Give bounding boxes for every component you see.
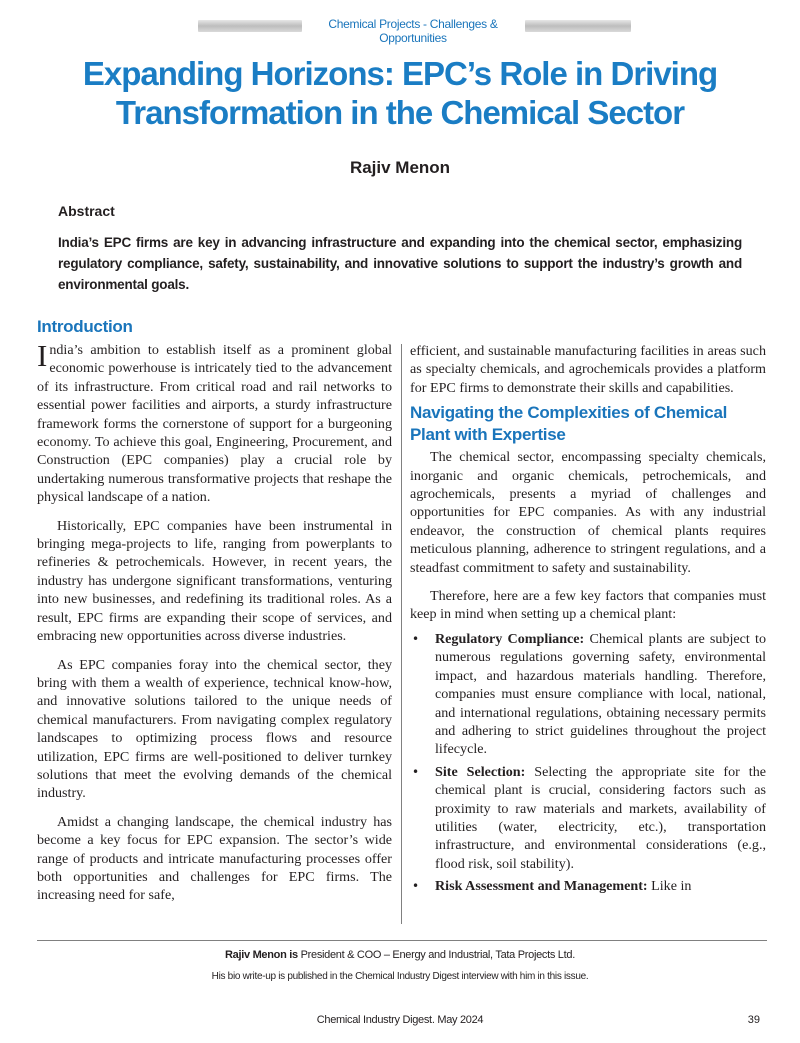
right-column [410,342,766,900]
page-number: 39 [747,1014,760,1026]
section-heading-navigating: Navigating the Complexities of Chemical Plant with Expertise [410,403,728,445]
section2-paragraph-2: Therefore, here are a few key factors that companies must keep in mind when setting up a chemical plant: [410,588,766,623]
bullet-icon: • [412,764,420,779]
bullet-icon: • [412,631,420,646]
article-title-line-1: Expanding Horizons: EPC’s Role in Driving [82,55,718,92]
column-divider [401,344,402,924]
article-author: Rajiv Menon [349,158,451,177]
list-item-text: Selecting the appropriate site for the chemical plant is crucial, considering factors such as proximity to raw materials and markets, availability of utilities (water, electricity, etc.), transportation infrastructure, and environmental considerations (e.g., flood risk, soil stability). [435,763,766,872]
bio-footnote: His bio write-up is published in the Chemical Industry Digest interview with him in this issue. [211,971,589,982]
section2-paragraph-1: The chemical sector, encompassing specialty chemicals, inorganic and organic chemicals, petrochemicals, and agrochemicals, presents a myriad of challenges and opportunities for EPC companies. As with any industrial endeavor, the construction of chemical plants requires meticulous planning, adherence to stringent regulations, and a steadfast commitment to safety and sustainability. [410,449,766,576]
list-item-term: Site Selection: [435,763,526,780]
author-footnote-role: President & COO – Energy and Industrial, Tata Projects Ltd. [297,949,575,961]
list-item [410,630,766,759]
intro-paragraph-1 [37,338,392,507]
list-item [410,877,766,895]
abstract-heading: Abstract [58,203,115,219]
intro-paragraph-4: Amidst a changing landscape, the chemical industry has become a key focus for EPC expansion. The sector’s wide range of products and intricate manufacturing processes offer both opportunities and challenges for EPC firms. The increasing need for safe, [37,813,392,904]
header-bar-left [198,20,302,32]
intro-paragraph-1-text: ndia’s ambition to establish itself as a prominent global economic powerhouse is intricately tied to the advancement of its infrastructure. From critical road and rail networks to essential power facilities and airports, a sturdy infrastructure framework forms the cornerstone of support for a burgeoning economy. To achieve this goal, Engineering, Procurement, and Construction (EPC companies) play a crucial role by undertaking numerous transformative projects that reshape the physical landscape of a nation. [37,342,392,506]
abstract-text: India’s EPC firms are key in advancing infrastructure and expanding into the chemical sector, emphasizing regulatory compliance, safety, sustainability, and innovative solutions to support the industry’s growth and environmental goals. [58,235,742,292]
article-title-line-2: Transformation in the Chemical Sector [115,94,685,131]
article-title [40,54,760,132]
list-item [410,763,766,873]
list-item-text: Chemical plants are subject to numerous regulations governing safety, environmental impact, and hazardous materials handling. Therefore, companies must ensure compliance with local, national, and international regulations, obtaining necessary permits and adhering to strict guidelines throughout the project lifecycle. [435,630,766,758]
header-bar-right [525,20,631,32]
author-footnote [0,949,800,961]
list-item-text: Like in [647,878,692,895]
bullet-icon: • [412,879,420,894]
intro-paragraph-4-continued: efficient, and sustainable manufacturing facilities in areas such as specialty chemicals, and agrochemicals provides a platform for EPC firms to demonstrate their skills and capabilities. [410,343,766,396]
introduction-heading: Introduction [37,317,133,336]
left-column [37,316,392,905]
publication-footer: Chemical Industry Digest. May 2024 [316,1014,484,1026]
drop-cap: I [37,338,48,373]
intro-paragraph-2: Historically, EPC companies have been instrumental in bringing mega-projects to life, ranging from powerplants to refineries & petrochemicals. However, in recent years, the industry has undergone significant transformations, venturing into new businesses, and redefining its traditional roles. As a result, EPC firms are expanding their scope of services, and embracing new opportunities across diverse industries. [37,517,392,645]
list-item-term: Risk Assessment and Management: [435,878,648,895]
list-item-term: Regulatory Compliance: [435,630,585,647]
footnote-divider [37,940,767,941]
key-factors-list [410,630,766,896]
running-head-label: Chemical Projects - Challenges & Opportunities [328,17,498,45]
intro-paragraph-3: As EPC companies foray into the chemical sector, they bring with them a wealth of experience, technical know-how, and innovative solutions tailored to the unique needs of chemical manufacturers. From navigating complex regulatory landscapes to optimizing process flows and resource utilization, EPC firms are well-positioned to deliver turnkey solutions that meet the evolving demands of the chemical industry. [37,656,392,802]
running-header [0,14,800,45]
author-footnote-name: Rajiv Menon is [225,949,298,961]
